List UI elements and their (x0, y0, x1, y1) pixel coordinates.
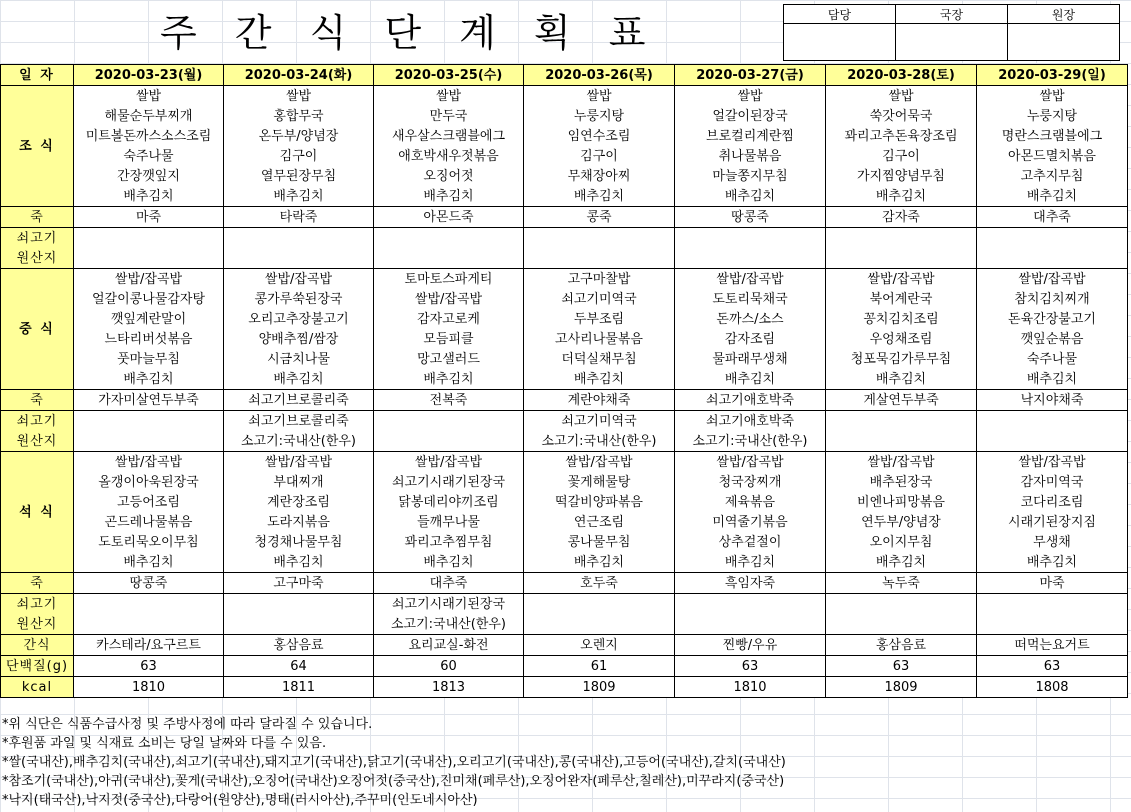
table-row (1, 411, 1128, 432)
meal-item: 김구이 (826, 146, 977, 166)
meal-item: 얼갈이콩나물감자탕 (74, 289, 224, 309)
beef-origin-cell: 소고기:국내산(한우) (675, 431, 826, 452)
meal-item: 미트볼돈까스소스조림 (74, 126, 224, 146)
meal-item: 도토리묵채국 (675, 289, 826, 309)
meal-item: 쌀밥/잡곡밥 (675, 269, 826, 290)
meal-item: 숙주나물 (74, 146, 224, 166)
beef-origin-cell (224, 248, 374, 269)
note-line: *쌀(국내산),배추김치(국내산),쇠고기(국내산),돼지고기(국내산),닭고기(국내산),오리고기(국내산),콩(국내산),고등어(국내산),갈치(국내산) (2, 755, 786, 770)
snack-item: 홍삼음료 (826, 635, 977, 656)
meal-item: 배추김치 (74, 186, 224, 207)
date-header: 2020-03-25(수) (374, 65, 524, 86)
meal-item: 무생채 (977, 532, 1128, 552)
meal-item: 배추김치 (826, 186, 977, 207)
meal-item: 배추김치 (826, 369, 977, 390)
table-row (1, 65, 1128, 86)
beef-origin-cell (826, 411, 977, 432)
meal-item: 감자고로케 (374, 309, 524, 329)
beef-origin-cell: 소고기:국내산(한우) (374, 614, 524, 635)
protein-value: 63 (977, 656, 1128, 677)
porridge-item: 흑임자죽 (675, 573, 826, 594)
beef-origin-cell: 쇠고기브로콜리죽 (224, 411, 374, 432)
approval-header-director: 국장 (896, 5, 1008, 24)
meal-item: 새우살스크램블에그 (374, 126, 524, 146)
meal-item: 배추김치 (675, 552, 826, 573)
beef-origin-cell: 쇠고기미역국 (524, 411, 675, 432)
note-line: *후원품 과일 및 식재료 소비는 당일 날짜와 다를 수 있음. (2, 736, 327, 751)
meal-item: 배추김치 (524, 369, 675, 390)
meal-item: 물파래무생채 (675, 349, 826, 369)
meal-item: 가지찜양념무침 (826, 166, 977, 186)
meal-item: 쌀밥/잡곡밥 (524, 452, 675, 473)
beef-origin-cell: 쇠고기애호박죽 (675, 411, 826, 432)
beef-origin-cell (224, 614, 374, 635)
table-row (1, 207, 1128, 228)
meal-item: 배추김치 (977, 186, 1128, 207)
meal-item: 얼갈이된장국 (675, 106, 826, 126)
table-row (1, 146, 1128, 166)
meal-item: 취나물볶음 (675, 146, 826, 166)
meal-item: 애호박새우젓볶음 (374, 146, 524, 166)
beef-origin-cell (374, 228, 524, 249)
table-row (1, 186, 1128, 207)
meal-item: 비엔나피망볶음 (826, 492, 977, 512)
meal-item: 꽃게해물탕 (524, 472, 675, 492)
meal-item: 두부조림 (524, 309, 675, 329)
approval-header-staff: 담당 (784, 5, 896, 24)
beef-origin-cell (374, 431, 524, 452)
beef-origin-cell (977, 431, 1128, 452)
meal-item: 고사리나물볶음 (524, 329, 675, 349)
beef-origin-cell: 쇠고기시래기된장국 (374, 594, 524, 615)
meal-item: 계란장조림 (224, 492, 374, 512)
meal-item: 해물순두부찌개 (74, 106, 224, 126)
meal-item: 배추김치 (675, 369, 826, 390)
meal-item: 쌀밥/잡곡밥 (826, 269, 977, 290)
kcal-value: 1811 (224, 677, 374, 698)
note-line: *낙지(태국산),낙지젓(중국산),다랑어(원양산),명태(러시아산),주꾸미(인도네시아산) (2, 793, 478, 808)
meal-item: 북어계란국 (826, 289, 977, 309)
meal-item: 청경채나물무침 (224, 532, 374, 552)
porridge-item: 콩죽 (524, 207, 675, 228)
snack-item: 오렌지 (524, 635, 675, 656)
meal-item: 마늘쫑지무침 (675, 166, 826, 186)
note-line: *참조기(국내산),아귀(국내산),꽃게(국내산),오징어(국내산)오징어젓(중국산),진미채(페루산),오징어완자(페루산,칠레산),미꾸라지(중국산) (2, 774, 785, 789)
meal-item: 토마토스파게티 (374, 269, 524, 290)
meal-item: 시래기된장지짐 (977, 512, 1128, 532)
meal-item: 연근조림 (524, 512, 675, 532)
table-row (1, 289, 1128, 309)
table-row (1, 431, 1128, 452)
meal-item: 콩가루쑥된장국 (224, 289, 374, 309)
meal-item: 도라지볶음 (224, 512, 374, 532)
meal-item: 쌀밥/잡곡밥 (374, 452, 524, 473)
table-row (1, 248, 1128, 269)
meal-item: 더덕실채무침 (524, 349, 675, 369)
porridge-item: 타락죽 (224, 207, 374, 228)
approval-sign-head[interactable] (1008, 24, 1120, 61)
beef-origin-cell (977, 614, 1128, 635)
meal-item: 연두부/양념장 (826, 512, 977, 532)
meal-item: 쇠고기시래기된장국 (374, 472, 524, 492)
meal-item: 누룽지탕 (524, 106, 675, 126)
beef-origin-cell (675, 248, 826, 269)
table-row (1, 349, 1128, 369)
meal-item: 곤드레나물볶음 (74, 512, 224, 532)
kcal-value: 1810 (675, 677, 826, 698)
table-row (1, 452, 1128, 473)
approval-box (783, 4, 1120, 61)
table-row (1, 656, 1128, 677)
origin-label: 원산지 (1, 614, 74, 635)
beef-origin-cell (675, 228, 826, 249)
kcal-value: 1809 (524, 677, 675, 698)
beef-origin-cell (224, 228, 374, 249)
kcal-value: 1808 (977, 677, 1128, 698)
table-row (1, 166, 1128, 186)
meal-item: 풋마늘무침 (74, 349, 224, 369)
meal-item: 임연수조림 (524, 126, 675, 146)
beef-origin-cell (524, 594, 675, 615)
beef-label: 쇠고기 (1, 594, 74, 615)
protein-label: 단백질(g) (1, 656, 74, 677)
meal-item: 청포묵김가루무침 (826, 349, 977, 369)
beef-origin-cell (374, 411, 524, 432)
meal-item: 쌀밥 (675, 86, 826, 107)
meal-item: 감자조림 (675, 329, 826, 349)
meal-item: 쌀밥/잡곡밥 (977, 269, 1128, 290)
table-row (1, 677, 1128, 698)
meal-item: 모듬피클 (374, 329, 524, 349)
table-row (1, 390, 1128, 411)
kcal-value: 1813 (374, 677, 524, 698)
snack-label: 간식 (1, 635, 74, 656)
meal-item: 누룽지탕 (977, 106, 1128, 126)
beef-origin-cell (675, 614, 826, 635)
origin-label: 원산지 (1, 248, 74, 269)
meal-item: 고추지무침 (977, 166, 1128, 186)
beef-origin-cell (74, 614, 224, 635)
porridge-item: 게살연두부죽 (826, 390, 977, 411)
porridge-item: 쇠고기애호박죽 (675, 390, 826, 411)
date-header: 2020-03-23(월) (74, 65, 224, 86)
meal-item: 깻잎계란말이 (74, 309, 224, 329)
meal-item: 들깨무나물 (374, 512, 524, 532)
meal-item: 배추김치 (374, 552, 524, 573)
beef-origin-cell (524, 614, 675, 635)
table-row (1, 369, 1128, 390)
table-row (1, 472, 1128, 492)
beef-origin-cell (74, 228, 224, 249)
meal-item: 쑥갓어묵국 (826, 106, 977, 126)
meal-item: 쇠고기미역국 (524, 289, 675, 309)
porridge-item: 대추죽 (977, 207, 1128, 228)
meal-item: 양배추찜/쌈장 (224, 329, 374, 349)
beef-origin-cell (74, 594, 224, 615)
beef-origin-cell (977, 411, 1128, 432)
meal-item: 간장깻잎지 (74, 166, 224, 186)
beef-origin-cell (826, 594, 977, 615)
porridge-item: 땅콩죽 (675, 207, 826, 228)
porridge-item: 전복죽 (374, 390, 524, 411)
meal-item: 콩나물무침 (524, 532, 675, 552)
meal-item: 꽁치김치조림 (826, 309, 977, 329)
porridge-label: 죽 (1, 207, 74, 228)
meal-item: 배추김치 (374, 369, 524, 390)
meal-item: 미역줄기볶음 (675, 512, 826, 532)
meal-item: 쌀밥/잡곡밥 (977, 452, 1128, 473)
table-row (1, 309, 1128, 329)
snack-item: 떠먹는요거트 (977, 635, 1128, 656)
beef-origin-cell: 소고기:국내산(한우) (524, 431, 675, 452)
meal-item: 배추김치 (977, 369, 1128, 390)
porridge-item: 마죽 (977, 573, 1128, 594)
beef-origin-cell (826, 431, 977, 452)
meal-item: 숙주나물 (977, 349, 1128, 369)
meal-item: 오이지무침 (826, 532, 977, 552)
meal-item: 배추김치 (224, 369, 374, 390)
meal-item: 배추김치 (224, 552, 374, 573)
meal-item: 배추김치 (74, 369, 224, 390)
meal-item: 느타리버섯볶음 (74, 329, 224, 349)
meal-item: 명란스크램블에그 (977, 126, 1128, 146)
porridge-label: 죽 (1, 390, 74, 411)
protein-value: 64 (224, 656, 374, 677)
meal-item: 도토리묵오이무침 (74, 532, 224, 552)
meal-label-dinner: 석 식 (1, 452, 74, 573)
beef-origin-cell (524, 248, 675, 269)
table-row (1, 614, 1128, 635)
porridge-label: 죽 (1, 573, 74, 594)
meal-item: 배추김치 (374, 186, 524, 207)
meal-item: 깻잎순볶음 (977, 329, 1128, 349)
meal-item: 배추김치 (675, 186, 826, 207)
meal-item: 배추김치 (224, 186, 374, 207)
porridge-item: 계란야채죽 (524, 390, 675, 411)
meal-item: 열무된장무침 (224, 166, 374, 186)
date-header: 2020-03-29(일) (977, 65, 1128, 86)
beef-origin-cell (524, 228, 675, 249)
note-line: *위 식단은 식품수급사정 및 주방사정에 따라 달라질 수 있습니다. (2, 717, 373, 732)
kcal-value: 1809 (826, 677, 977, 698)
approval-header-head: 원장 (1008, 5, 1120, 24)
meal-item: 쌀밥/잡곡밥 (826, 452, 977, 473)
beef-origin-cell (74, 411, 224, 432)
meal-item: 쌀밥 (826, 86, 977, 107)
meal-item: 쌀밥/잡곡밥 (74, 452, 224, 473)
beef-origin-cell (826, 248, 977, 269)
porridge-item: 마죽 (74, 207, 224, 228)
meal-item: 돈육간장불고기 (977, 309, 1128, 329)
beef-origin-cell (826, 228, 977, 249)
meal-item: 배추김치 (977, 552, 1128, 573)
table-row (1, 86, 1128, 107)
meal-item: 오리고추장불고기 (224, 309, 374, 329)
table-row (1, 269, 1128, 290)
protein-value: 61 (524, 656, 675, 677)
porridge-item: 아몬드죽 (374, 207, 524, 228)
meal-item: 우엉채조림 (826, 329, 977, 349)
beef-origin-cell (977, 248, 1128, 269)
origin-label: 원산지 (1, 431, 74, 452)
porridge-item: 땅콩죽 (74, 573, 224, 594)
meal-item: 청국장찌개 (675, 472, 826, 492)
beef-origin-cell (977, 594, 1128, 615)
meal-item: 망고샐러드 (374, 349, 524, 369)
kcal-label: kcal (1, 677, 74, 698)
meal-item: 참치김치찌개 (977, 289, 1128, 309)
meal-item: 홍합무국 (224, 106, 374, 126)
date-header: 2020-03-27(금) (675, 65, 826, 86)
protein-value: 63 (675, 656, 826, 677)
meal-item: 감자미역국 (977, 472, 1128, 492)
beef-label: 쇠고기 (1, 228, 74, 249)
meal-item: 올갱이아욱된장국 (74, 472, 224, 492)
date-header: 2020-03-24(화) (224, 65, 374, 86)
meal-item: 배추김치 (826, 552, 977, 573)
meal-item: 제육볶음 (675, 492, 826, 512)
approval-sign-staff[interactable] (784, 24, 896, 61)
meal-label-lunch: 중 식 (1, 269, 74, 390)
meal-item: 쌀밥/잡곡밥 (224, 269, 374, 290)
table-row (1, 329, 1128, 349)
table-row (1, 106, 1128, 126)
protein-value: 63 (826, 656, 977, 677)
porridge-item: 가자미살연두부죽 (74, 390, 224, 411)
meal-item: 무채장아찌 (524, 166, 675, 186)
meal-item: 쌀밥/잡곡밥 (675, 452, 826, 473)
beef-origin-cell (826, 614, 977, 635)
snack-item: 홍삼음료 (224, 635, 374, 656)
table-row (1, 594, 1128, 615)
table-row (1, 532, 1128, 552)
porridge-item: 대추죽 (374, 573, 524, 594)
meal-item: 쌀밥/잡곡밥 (74, 269, 224, 290)
porridge-item: 녹두죽 (826, 573, 977, 594)
porridge-item: 감자죽 (826, 207, 977, 228)
meal-item: 쌀밥 (224, 86, 374, 107)
porridge-item: 낙지야채죽 (977, 390, 1128, 411)
meal-item: 닭봉데리야끼조림 (374, 492, 524, 512)
table-row (1, 635, 1128, 656)
beef-origin-cell (224, 594, 374, 615)
table-row (1, 573, 1128, 594)
meal-item: 배추김치 (74, 552, 224, 573)
protein-value: 63 (74, 656, 224, 677)
meal-item: 상추겉절이 (675, 532, 826, 552)
meal-item: 쌀밥 (74, 86, 224, 107)
meal-item: 떡갈비양파볶음 (524, 492, 675, 512)
meal-item: 김구이 (224, 146, 374, 166)
beef-origin-cell (74, 431, 224, 452)
meal-item: 김구이 (524, 146, 675, 166)
menu-table (0, 64, 1128, 698)
approval-sign-director[interactable] (896, 24, 1008, 61)
meal-item: 시금치나물 (224, 349, 374, 369)
table-row (1, 126, 1128, 146)
meal-item: 쌀밥 (374, 86, 524, 107)
porridge-item: 쇠고기브로콜리죽 (224, 390, 374, 411)
meal-item: 배추김치 (524, 186, 675, 207)
meal-item: 코다리조림 (977, 492, 1128, 512)
beef-origin-cell: 소고기:국내산(한우) (224, 431, 374, 452)
protein-value: 60 (374, 656, 524, 677)
kcal-value: 1810 (74, 677, 224, 698)
meal-item: 고구마찰밥 (524, 269, 675, 290)
date-header: 2020-03-28(토) (826, 65, 977, 86)
meal-item: 꽈리고추찜무침 (374, 532, 524, 552)
meal-item: 브로컬리계란찜 (675, 126, 826, 146)
table-row (1, 492, 1128, 512)
beef-label: 쇠고기 (1, 411, 74, 432)
beef-origin-cell (374, 248, 524, 269)
date-header: 2020-03-26(목) (524, 65, 675, 86)
meal-item: 부대찌개 (224, 472, 374, 492)
meal-item: 쌀밥/잡곡밥 (224, 452, 374, 473)
page-title: 주 간 식 단 계 획 표 (160, 11, 659, 55)
meal-item: 쌀밥 (524, 86, 675, 107)
meal-item: 돈까스/소스 (675, 309, 826, 329)
meal-item: 온두부/양념장 (224, 126, 374, 146)
meal-label-breakfast: 조 식 (1, 86, 74, 207)
snack-item: 카스테라/요구르트 (74, 635, 224, 656)
beef-origin-cell (977, 228, 1128, 249)
meal-item: 오징어젓 (374, 166, 524, 186)
meal-item: 쌀밥 (977, 86, 1128, 107)
beef-origin-cell (74, 248, 224, 269)
table-row (1, 228, 1128, 249)
meal-item: 배추김치 (524, 552, 675, 573)
meal-item: 배추된장국 (826, 472, 977, 492)
table-row (1, 552, 1128, 573)
porridge-item: 고구마죽 (224, 573, 374, 594)
date-label: 일 자 (1, 65, 74, 86)
snack-item: 요리교실-화전 (374, 635, 524, 656)
snack-item: 찐빵/우유 (675, 635, 826, 656)
meal-item: 쌀밥/잡곡밥 (374, 289, 524, 309)
meal-item: 만두국 (374, 106, 524, 126)
meal-item: 꽈리고추돈육장조림 (826, 126, 977, 146)
meal-item: 고등어조림 (74, 492, 224, 512)
meal-item: 아몬드멸치볶음 (977, 146, 1128, 166)
porridge-item: 호두죽 (524, 573, 675, 594)
table-row (1, 512, 1128, 532)
beef-origin-cell (675, 594, 826, 615)
notes (2, 715, 1127, 810)
